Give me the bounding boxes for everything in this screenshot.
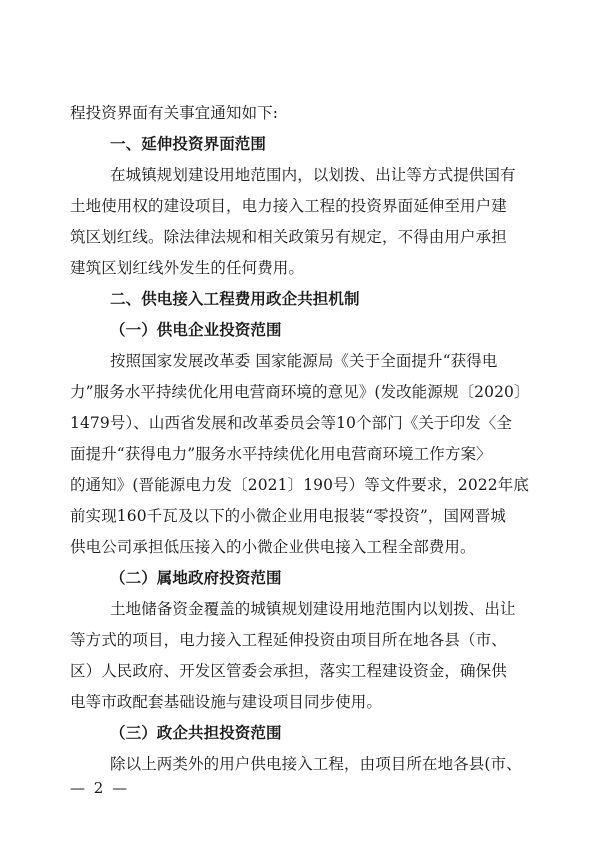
body-line-13: 土地储备资金覆盖的城镇规划建设用地范围内以划拨、出让 — [110, 600, 516, 618]
subsection-heading-2: （二）属地政府投资范围 — [110, 569, 282, 587]
section-heading-2: 二、供电接入工程费用政企共担机制 — [110, 290, 360, 308]
section-heading-1: 一、延伸投资界面范围 — [110, 135, 267, 153]
subsection-heading-1: （一）供电企业投资范围 — [110, 321, 282, 339]
body-line-16: 电等市政配套基础设施与建设项目同步使用。 — [70, 693, 383, 711]
body-line-7: 力”服务水平持续优化用电营商环境的意见》(发改能源规〔2020〕 — [70, 383, 530, 401]
body-line-8: 1479号）、山西省发展和改革委员会等10个部门《关于印发〈全 — [70, 414, 513, 432]
body-line-11: 前实现160千瓦及以下的小微企业用电报装“零投资”，国网晋城 — [70, 507, 506, 525]
body-line-1: 程投资界面有关事宜通知如下: — [70, 104, 279, 122]
body-line-5: 建筑区划红线外发生的任何费用。 — [70, 259, 305, 277]
body-line-14: 等方式的项目，电力接入工程延伸投资由项目所在地各县（市、 — [70, 631, 507, 649]
body-line-2: 在城镇规划建设用地范围内，以划拨、出让等方式提供国有 — [110, 166, 516, 184]
subsection-heading-3: （三）政企共担投资范围 — [110, 724, 282, 742]
body-line-15: 区）人民政府、开发区管委会承担，落实工程建设资金，确保供 — [70, 662, 507, 680]
body-line-3: 土地使用权的建设项目，电力接入工程的投资界面延伸至用户建 — [70, 197, 507, 215]
body-line-10: 的通知》(晋能源电力发〔2021〕190号）等文件要求，2022年底 — [70, 476, 529, 494]
body-line-12: 供电公司承担低压接入的小微企业供电接入工程全部费用。 — [70, 538, 476, 556]
body-line-17: 除以上两类外的用户供电接入工程，由项目所在地各县(市、 — [110, 755, 522, 773]
page-number: — 2 — — [70, 779, 130, 797]
body-line-6: 按照国家发展改革委 国家能源局《关于全面提升“获得电 — [110, 352, 498, 370]
body-line-9: 面提升“获得电力”服务水平持续优化用电营商环境工作方案〉 — [70, 445, 492, 463]
body-line-4: 筑区划红线。除法律法规和相关政策另有规定，不得由用户承担 — [70, 228, 507, 246]
